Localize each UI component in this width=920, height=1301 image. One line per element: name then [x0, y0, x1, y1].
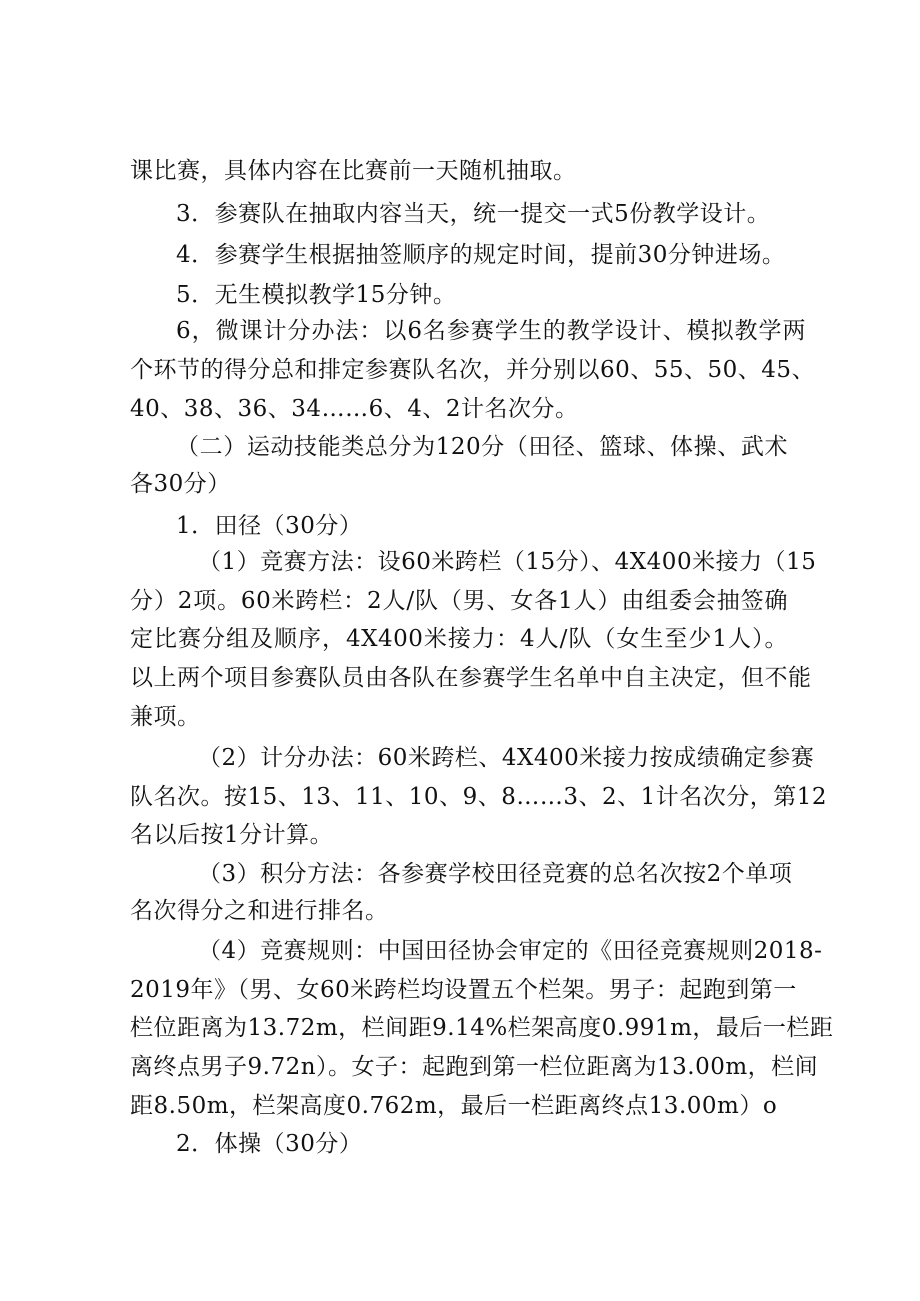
text-line-13: 定比赛分组及顺序，4X400米接力：4人/队（女生至少1人）。: [130, 626, 788, 652]
text-line-22: 2019年》（男、女60米跨栏均设置五个栏架。男子：起跑到第一: [130, 977, 797, 1003]
text-line-5: 6，微课计分办法：以6名参赛学生的教学设计、模拟教学两: [176, 318, 806, 344]
text-line-16: （2）计分办法：60米跨栏、4X400米接力按成绩确定参赛: [198, 745, 815, 771]
text-line-1: 课比赛，具体内容在比赛前一天随机抽取。: [130, 158, 577, 184]
text-line-18: 名以后按1分计算。: [130, 822, 334, 848]
text-line-11: （1）竞赛方法：设60米跨栏（15分）、4X400米接力（15: [198, 549, 817, 575]
text-line-7: 40、38、36、34……6、4、2计名次分。: [130, 396, 579, 422]
text-line-8: （二）运动技能类总分为120分（田径、篮球、体操、武术: [176, 434, 788, 460]
text-line-6: 个环节的得分总和排定参赛队名次，并分别以60、55、50、45、: [130, 357, 816, 383]
text-line-21: （4）竞赛规则：中国田径协会审定的《田径竞赛规则2018-: [198, 938, 823, 964]
text-line-3: 4．参赛学生根据抽签顺序的规定时间，提前30分钟进场。: [176, 242, 786, 268]
text-line-4: 5．无生模拟教学15分钟。: [176, 282, 457, 308]
text-line-2: 3．参赛队在抽取内容当天，统一提交一式5份教学设计。: [176, 201, 771, 227]
text-line-15: 兼项。: [130, 704, 201, 730]
text-line-26: 2．体操（30分）: [176, 1131, 363, 1157]
text-line-25: 距8.50m，栏架高度0.762m，最后一栏距离终点13.00m）o: [130, 1093, 778, 1119]
text-line-23: 栏位距离为13.72m，栏间距9.14%栏架高度0.991m，最后一栏距: [130, 1015, 834, 1041]
text-line-12: 分）2项。60米跨栏：2人/队（男、女各1人）由组委会抽签确: [130, 588, 788, 614]
text-line-9: 各30分）: [130, 471, 231, 497]
text-line-20: 名次得分之和进行排名。: [130, 898, 389, 924]
text-line-10: 1．田径（30分）: [176, 513, 363, 539]
text-line-24: 离终点男子9.72n）。女子：起跑到第一栏位距离为13.00m，栏间: [130, 1054, 819, 1080]
text-line-17: 队名次。按15、13、11、10、9、8……3、2、1计名次分，第12: [130, 784, 827, 810]
text-line-14: 以上两个项目参赛队员由各队在参赛学生名单中自主决定，但不能: [130, 665, 812, 691]
text-line-19: （3）积分方法：各参赛学校田径竞赛的总名次按2个单项: [198, 861, 793, 887]
